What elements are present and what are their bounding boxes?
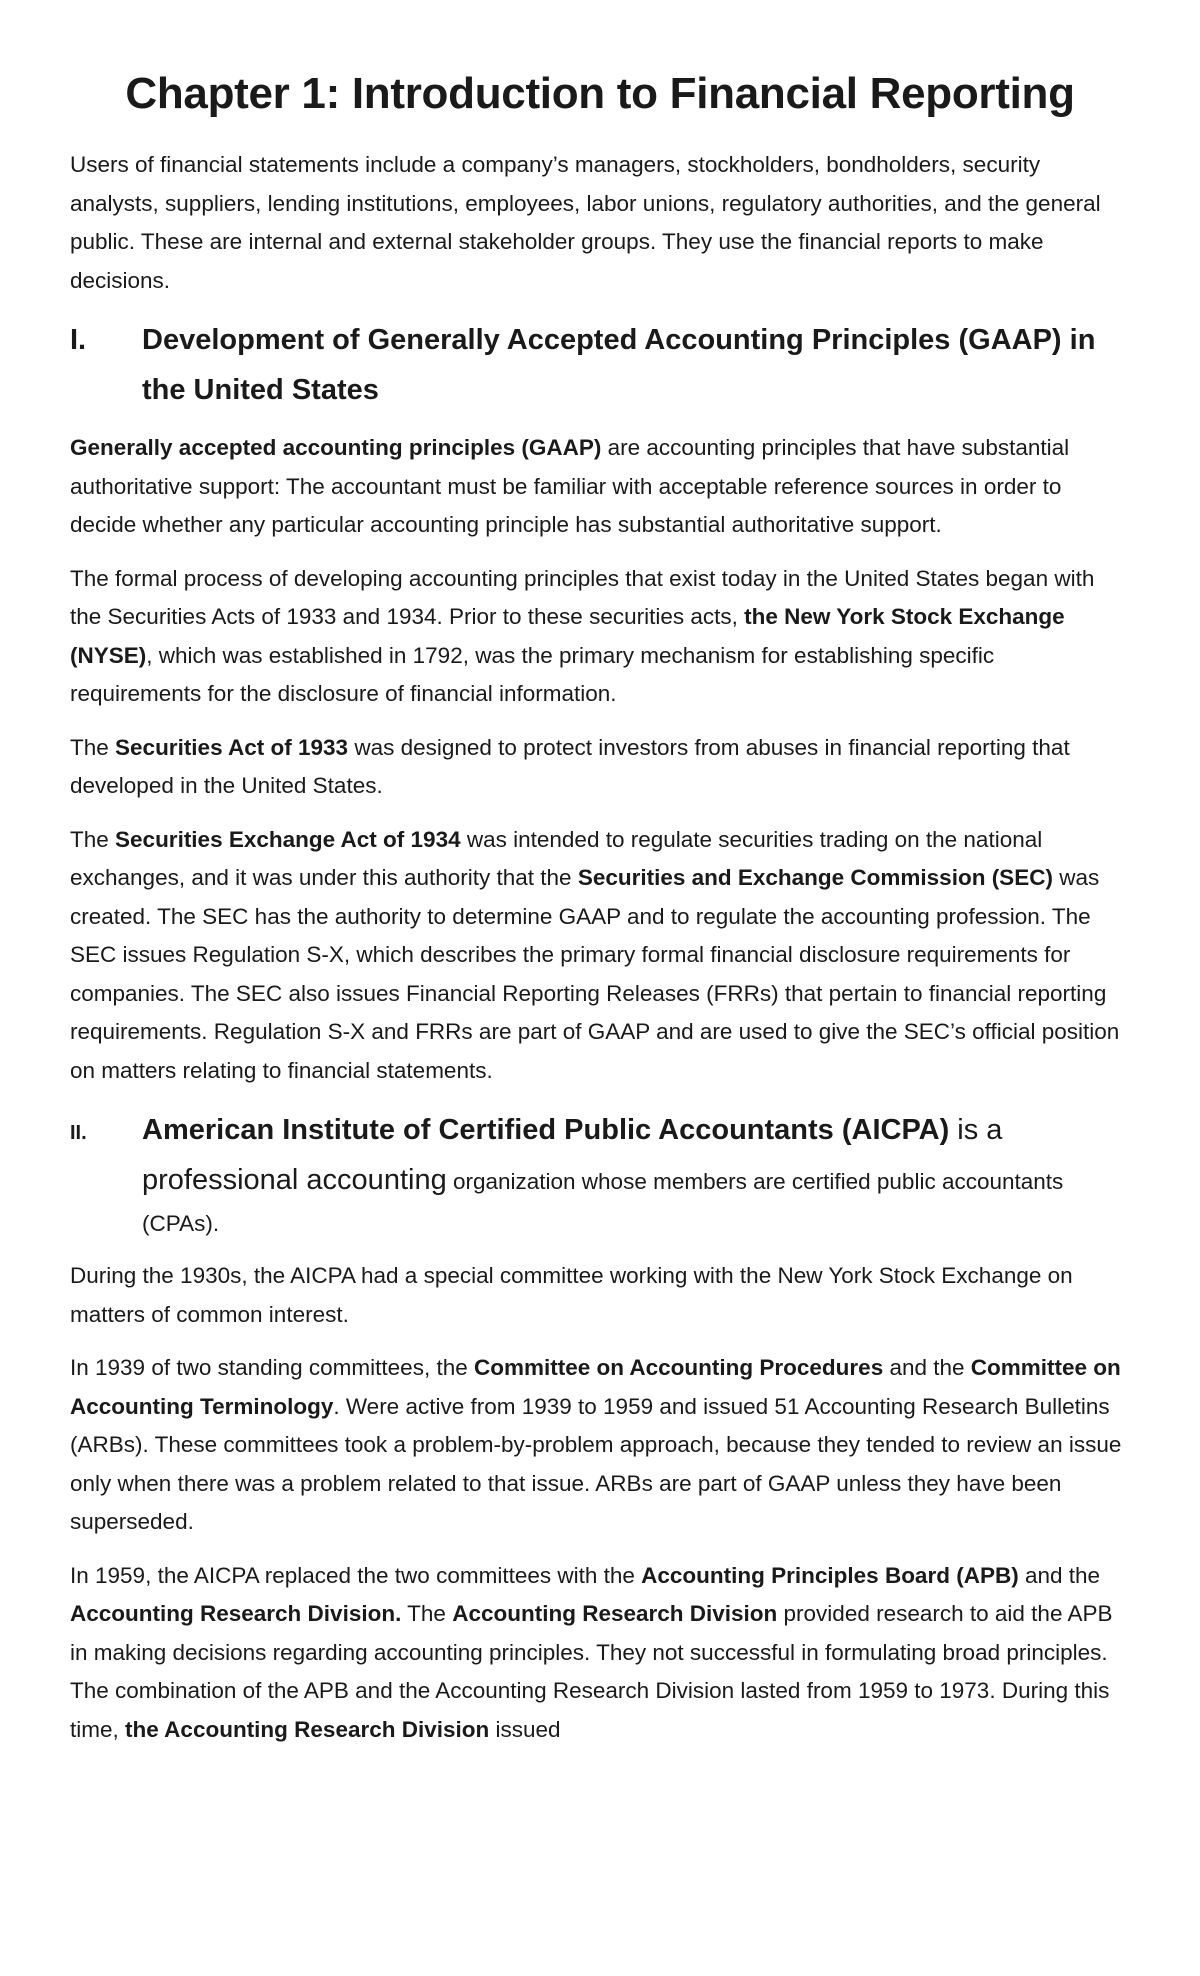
page-title: Chapter 1: Introduction to Financial Reporting xyxy=(125,69,1075,118)
formal-process-paragraph: The formal process of developing accounting principles that exist today in the United States began with the Securities Acts of 1933 and 1934. Prior to these securities acts, the New York Stock Exchange (NYSE), which was established in 1792, was the primary mechanism for establishing specific requirements for the disclosure of financial information. xyxy=(70,565,1095,706)
aicpa-1930s-paragraph: During the 1930s, the AICPA had a special committee working with the New York Stock Exchange on matters of common interest. xyxy=(70,1263,1073,1327)
bold-term: Securities Exchange Act of 1934 xyxy=(115,826,461,852)
bold-term: Committee on Accounting Terminology xyxy=(70,1355,1121,1419)
apb-1959-paragraph: In 1959, the AICPA replaced the two committees with the Accounting Principles Board (APB) and the Accounting Research Division. The Accounting Research Division provided research to aid the APB in making decisions regarding accounting principles. They not successful in formulating broad principles. The combination of the APB and the Accounting Research Division lasted from 1959 to 1973. During this time, the Accounting Research Division issued xyxy=(70,1562,1113,1742)
bold-term: Committee on Accounting Procedures xyxy=(473,1355,884,1380)
bold-term: Securities Act of 1933 xyxy=(115,734,349,760)
bold-term: Securities and Exchange Commission (SEC) xyxy=(577,865,1053,890)
section-2-heading xyxy=(70,1105,1130,1243)
bold-term: the New York Stock Exchange (NYSE) xyxy=(70,604,1065,668)
bold-term: Generally accepted accounting principles (GAAP) xyxy=(70,435,602,460)
bold-term: Accounting Principles Board (APB) xyxy=(641,1562,1019,1588)
section-2-title: American Institute of Certified Public Accountants (AICPA) is a professional accounting organization whose members are certified public accountants (CPAs). xyxy=(142,1114,1064,1236)
section-1-title: Development of Generally Accepted Accounting Principles (GAAP) in the United States xyxy=(142,324,1096,406)
securities-exchange-act-1934-paragraph: The Securities Exchange Act of 1934 was intended to regulate securities trading on the national exchanges, and it was under this authority that the Securities and Exchange Commission (SEC) was created. The SEC has the authority to determine GAAP and to regulate the accounting profession. The SEC issues Regulation S-X, which describes the primary formal financial disclosure requirements for companies. The SEC also issues Financial Reporting Releases (FRRs) that pertain to financial reporting requirements. Regulation S-X and FRRs are part of GAAP and are used to give the SEC’s official position on matters relating to financial statements. xyxy=(70,826,1120,1083)
bold-term: Accounting Research Division. xyxy=(70,1601,402,1626)
bold-term: Accounting Research Division xyxy=(452,1601,778,1626)
section-1-number: I. xyxy=(70,324,87,356)
section-1-heading xyxy=(70,315,1130,415)
securities-act-1933-paragraph: The Securities Act of 1933 was designed to protect investors from abuses in financial reporting that developed in the United States. xyxy=(70,734,1070,798)
committees-1939-paragraph: In 1939 of two standing committees, the Committee on Accounting Procedures and the Committee on Accounting Terminology. Were active from 1939 to 1959 and issued 51 Accounting Research Bulletins (ARBs). These committees took a problem-by-problem approach, because they tended to review an issue only when there was a problem related to that issue. ARBs are part of GAAP unless they have been superseded. xyxy=(70,1355,1122,1534)
intro-paragraph: Users of financial statements include a company’s managers, stockholders, bondholders, security analysts, suppliers, lending institutions, employees, labor unions, regulatory authorities, and the general public. These are internal and external stakeholder groups. They use the financial reports to make decisions. xyxy=(70,152,1101,293)
section-2-number: II. xyxy=(70,1122,87,1144)
gaap-definition-paragraph: Generally accepted accounting principles (GAAP) are accounting principles that have substantial authoritative support: The accountant must be familiar with acceptable reference sources in order to decide whether any particular accounting principle has substantial authoritative support. xyxy=(70,435,1070,537)
bold-term: the Accounting Research Division xyxy=(125,1716,490,1742)
